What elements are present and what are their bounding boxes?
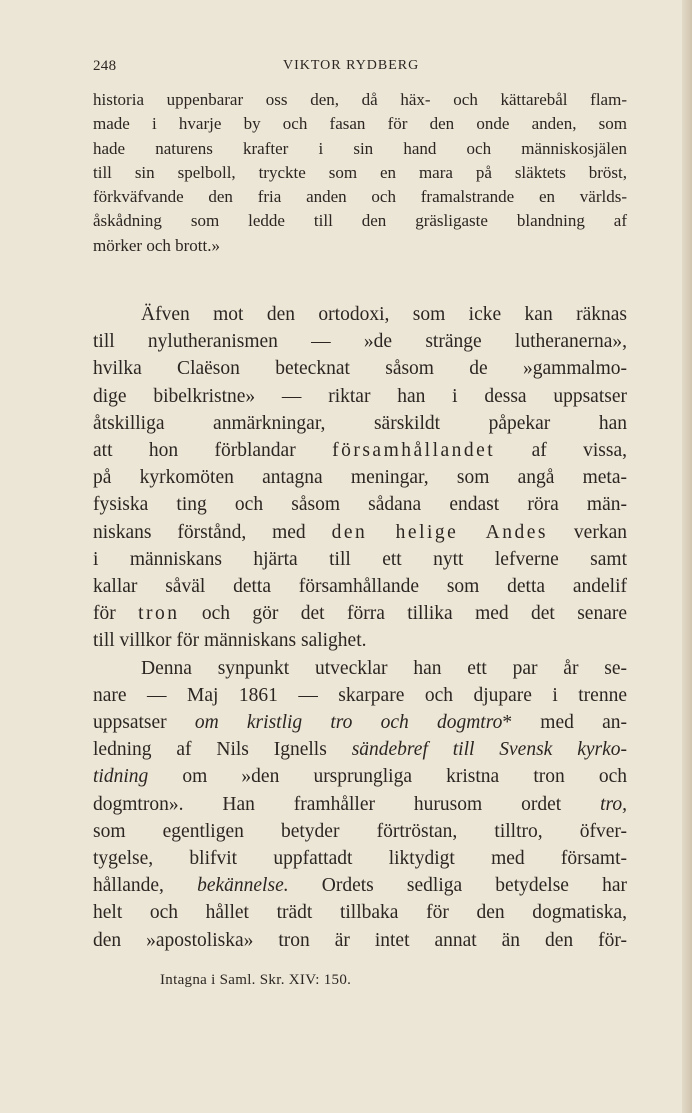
text-line: hvilka Claëson betecknat såsom de »gammalmo-	[93, 358, 627, 380]
body-paragraphs	[93, 301, 627, 954]
text-line	[93, 600, 627, 627]
text-line	[93, 872, 627, 899]
running-title: VIKTOR RYDBERG	[283, 58, 420, 73]
text-line: kallar såväl detta församhållande som detta andelif	[93, 576, 627, 598]
page-number: 248	[93, 58, 117, 74]
text-line	[93, 736, 627, 763]
text-line: Denna synpunkt utvecklar han ett par år se-	[141, 657, 627, 679]
text-span: niskans förstånd, med	[93, 521, 332, 543]
text-span: verkan	[548, 521, 627, 543]
text-line: till villkor för människans salighet.	[93, 630, 367, 652]
emphasis-spaced: församhållandet	[332, 440, 496, 462]
quote-paragraph	[93, 88, 627, 258]
text-line	[93, 763, 627, 790]
text-line: mörker och brott.»	[93, 235, 220, 255]
text-span: för	[93, 603, 139, 625]
text-line: made i hvarje by och fasan för den onde anden, som	[93, 114, 627, 134]
text-line: hade naturens krafter i sin hand och människosjälen	[93, 138, 627, 158]
text-line: som egentligen betyder förtröstan, tilltro, öfver-	[93, 820, 627, 842]
text-span: Ordets sedliga betydelse har	[288, 875, 627, 897]
text-line: förkväfvande den fria anden och framalstrande en världs-	[93, 187, 627, 207]
text-span: och gör det förra tillika med det senare	[179, 603, 627, 625]
text-line: till nylutheranismen — »de stränge lutheranerna»,	[93, 331, 627, 353]
footnote: Intagna i Saml. Skr. XIV: 150.	[160, 972, 352, 988]
italic-word: tro,	[600, 793, 627, 815]
text-span: dogmtron». Han framhåller hurusom ordet	[93, 793, 601, 815]
text-line	[93, 709, 627, 736]
emphasis-spaced: den helige Andes	[331, 521, 548, 543]
text-line: till sin spelboll, tryckte som en mara på släktets bröst,	[93, 162, 627, 182]
text-span: om »den ursprungliga kristna tron och	[148, 766, 627, 788]
text-line	[93, 437, 627, 464]
italic-title: om kristlig tro och dogmtro	[194, 712, 503, 734]
text-line: historia uppenbarar oss den, då häx- och kättarebål flam-	[93, 90, 627, 109]
italic-word: bekännelse.	[197, 875, 289, 897]
text-line: Äfven mot den ortodoxi, som icke kan räknas	[141, 304, 627, 325]
text-line: på kyrkomöten antagna meningar, som angå meta-	[93, 467, 627, 489]
text-span: att hon förblandar	[93, 440, 333, 462]
text-span: uppsatser	[93, 712, 195, 734]
text-line: helt och hållet trädt tillbaka för den dogmatiska,	[93, 902, 627, 924]
italic-title: sändebref till Svensk kyrko-	[351, 739, 627, 761]
text-span: af vissa,	[495, 440, 627, 462]
text-line: nare — Maj 1861 — skarpare och djupare i trenne	[93, 684, 627, 706]
text-line: fysiska ting och såsom sådana endast röra män-	[93, 494, 627, 516]
italic-title: tidning	[93, 766, 149, 788]
text-span: * med an-	[502, 712, 627, 734]
text-span: hållande,	[93, 875, 198, 897]
text-span: ledning af Nils Ignells	[93, 739, 352, 761]
text-line: åtskilliga anmärkningar, särskildt påpekar han	[93, 412, 627, 434]
page-edge	[682, 0, 692, 1113]
text-line	[93, 791, 627, 818]
page-header	[93, 52, 593, 76]
emphasis-spaced: tron	[138, 603, 180, 625]
text-line: i människans hjärta till ett nytt lefverne samt	[93, 548, 627, 570]
text-line: den »apostoliska» tron är intet annat än den för-	[93, 929, 627, 951]
text-line: dige bibelkristne» — riktar han i dessa uppsatser	[93, 385, 627, 407]
text-line: åskådning som ledde till den gräsligaste blandning af	[93, 211, 627, 231]
text-line	[93, 519, 627, 546]
text-line: tygelse, blifvit uppfattadt liktydigt med församt-	[93, 848, 627, 870]
